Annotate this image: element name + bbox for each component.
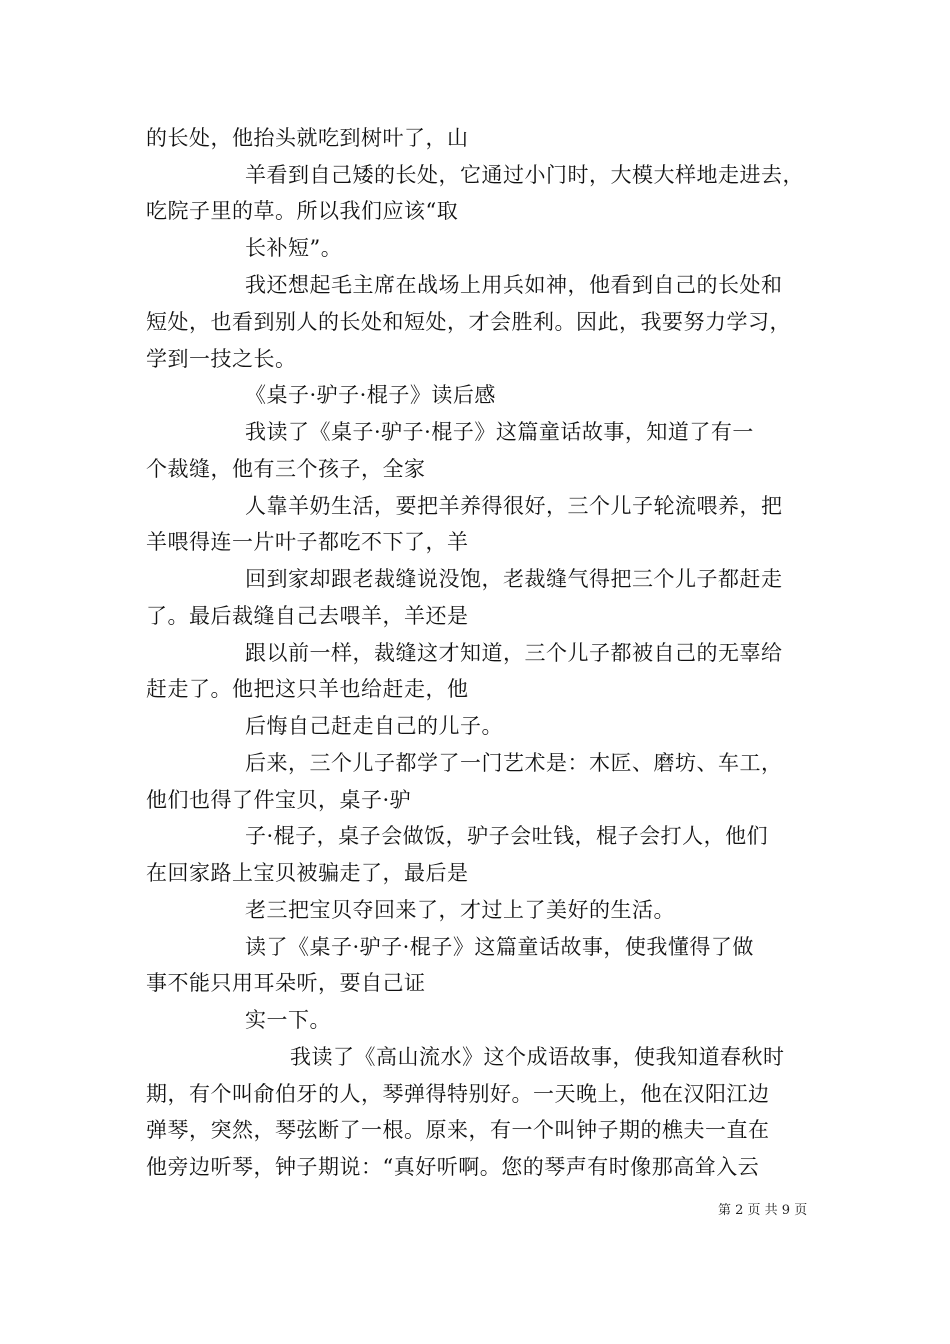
text-line: 长补短”。	[245, 236, 343, 260]
text-line: 羊喂得连一片叶子都吃不下了，羊	[146, 530, 469, 554]
text-line: 羊看到自己矮的长处，它通过小门时，大模大样地走进去，	[245, 163, 804, 187]
text-line: 实一下。	[245, 1008, 331, 1032]
text-line: 学到一技之长。	[146, 347, 297, 371]
text-line: 弹琴，突然，琴弦断了一根。原来，有一个叫钟子期的樵夫一直在	[146, 1118, 770, 1142]
text-line: 赶走了。他把这只羊也给赶走，他	[146, 677, 469, 701]
text-line: 期，有个叫俞伯牙的人，琴弹得特别好。一天晚上，他在汉阳江边	[146, 1082, 770, 1106]
text-line: 我读了《高山流水》这个成语故事，使我知道春秋时	[290, 1045, 785, 1069]
text-line: 跟以前一样，裁缝这才知道，三个儿子都被自己的无辜给	[245, 641, 783, 665]
text-line: 回到家却跟老裁缝说没饱，老裁缝气得把三个儿子都赶走	[245, 567, 783, 591]
text-line: 在回家路上宝贝被骗走了，最后是	[146, 861, 469, 885]
text-line: 了。最后裁缝自己去喂羊，羊还是	[146, 604, 469, 628]
text-line: 读了《桌子·驴子·棍子》这篇童话故事，使我懂得了做	[245, 935, 754, 959]
page-number: 第 2 页 共 9 页	[718, 1203, 808, 1218]
text-line: 人靠羊奶生活，要把羊养得很好，三个儿子轮流喂养，把	[245, 494, 783, 518]
text-line: 我还想起毛主席在战场上用兵如神，他看到自己的长处和	[245, 273, 783, 297]
text-line: 我读了《桌子·驴子·棍子》这篇童话故事，知道了有一	[245, 420, 754, 444]
text-line: 后来，三个儿子都学了一门艺术是：木匠、磨坊、车工，	[245, 751, 783, 775]
text-line: 的长处，他抬头就吃到树叶了，山	[146, 126, 469, 150]
essay-title: 《桌子·驴子·棍子》读后感	[245, 383, 496, 407]
text-line: 事不能只用耳朵听，要自己证	[146, 971, 426, 995]
text-line: 短处，也看到别人的长处和短处，才会胜利。因此，我要努力学习，	[146, 310, 791, 334]
text-line: 他旁边听琴，钟子期说：“真好听啊。您的琴声有时像那高耸入云	[146, 1155, 760, 1179]
text-line: 他们也得了件宝贝，桌子·驴	[146, 788, 412, 812]
text-line: 老三把宝贝夺回来了，才过上了美好的生活。	[245, 898, 675, 922]
text-line: 子·棍子，桌子会做饭，驴子会吐钱，棍子会打人，他们	[245, 824, 769, 848]
text-line: 吃院子里的草。所以我们应该“取	[146, 199, 459, 223]
text-line: 后悔自己赶走自己的儿子。	[245, 714, 503, 738]
text-line: 个裁缝，他有三个孩子，全家	[146, 457, 426, 481]
